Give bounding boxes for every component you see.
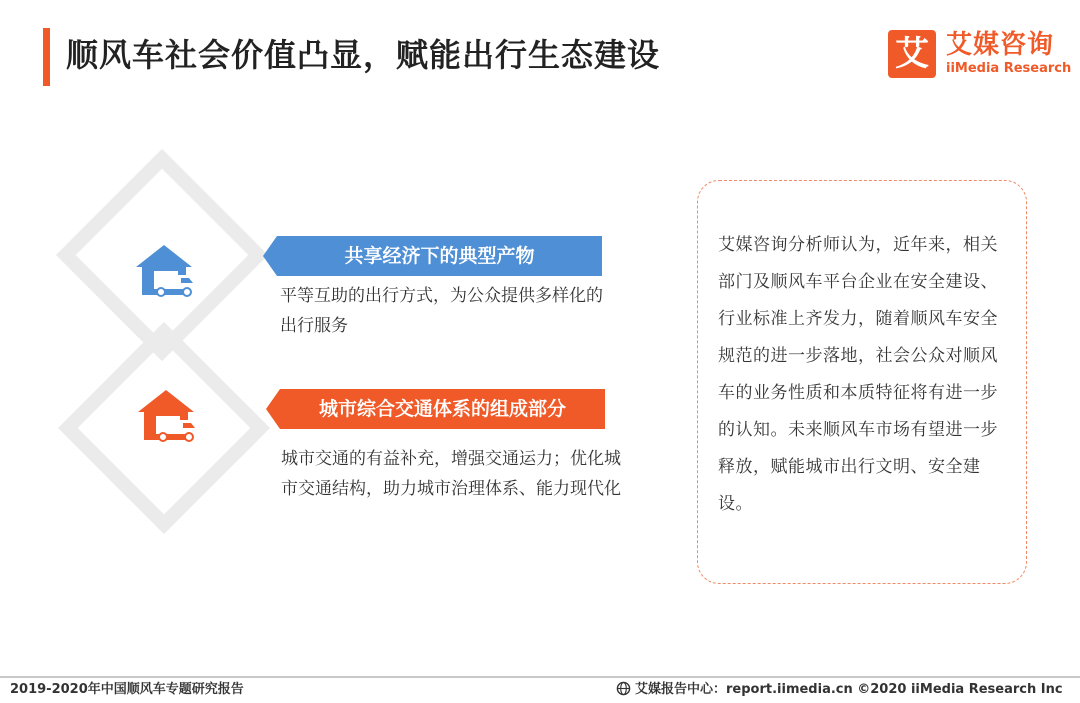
- page-title: 顺风车社会价值凸显，赋能出行生态建设: [66, 36, 661, 74]
- footer-source-text: 艾媒报告中心：report.iimedia.cn ©2020 iiMedia Research Inc: [635, 682, 1063, 697]
- analyst-opinion-box: [697, 180, 1027, 584]
- house-truck-icon: [136, 388, 204, 448]
- analyst-opinion-text: 艾媒咨询分析师认为，近年来，相关部门及顺风车平台企业在安全建设、行业标准上齐发力，随着顺风车安全规范的进一步落地，社会公众对顺风车的业务性质和本质特征将有进一步的认知。未来顺风车市场有望进一步释放，赋能城市出行文明、安全建设。: [718, 235, 998, 514]
- footer-divider: [0, 676, 1080, 678]
- logo-chinese-name: 艾媒咨询: [946, 30, 1055, 60]
- logo-mark: 艾: [888, 30, 936, 78]
- footer-report-title: 2019-2020年中国顺风车专题研究报告: [10, 682, 244, 697]
- item-label-urban-transport: 城市综合交通体系的组成部分: [280, 389, 605, 429]
- title-accent-bar: [43, 28, 50, 86]
- house-truck-icon: [134, 243, 202, 303]
- item-description-sharing-economy: 平等互助的出行方式，为公众提供多样化的出行服务: [280, 286, 603, 336]
- item-label-sharing-economy: 共享经济下的典型产物: [277, 236, 602, 276]
- footer-source: [616, 680, 1063, 703]
- logo-english-name: iiMedia Research: [946, 61, 1072, 76]
- globe-icon: [616, 681, 631, 703]
- item-description-urban-transport: 城市交通的有益补充，增强交通运力；优化城市交通结构，助力城市治理体系、能力现代化: [281, 449, 621, 499]
- brand-logo: [888, 30, 1072, 80]
